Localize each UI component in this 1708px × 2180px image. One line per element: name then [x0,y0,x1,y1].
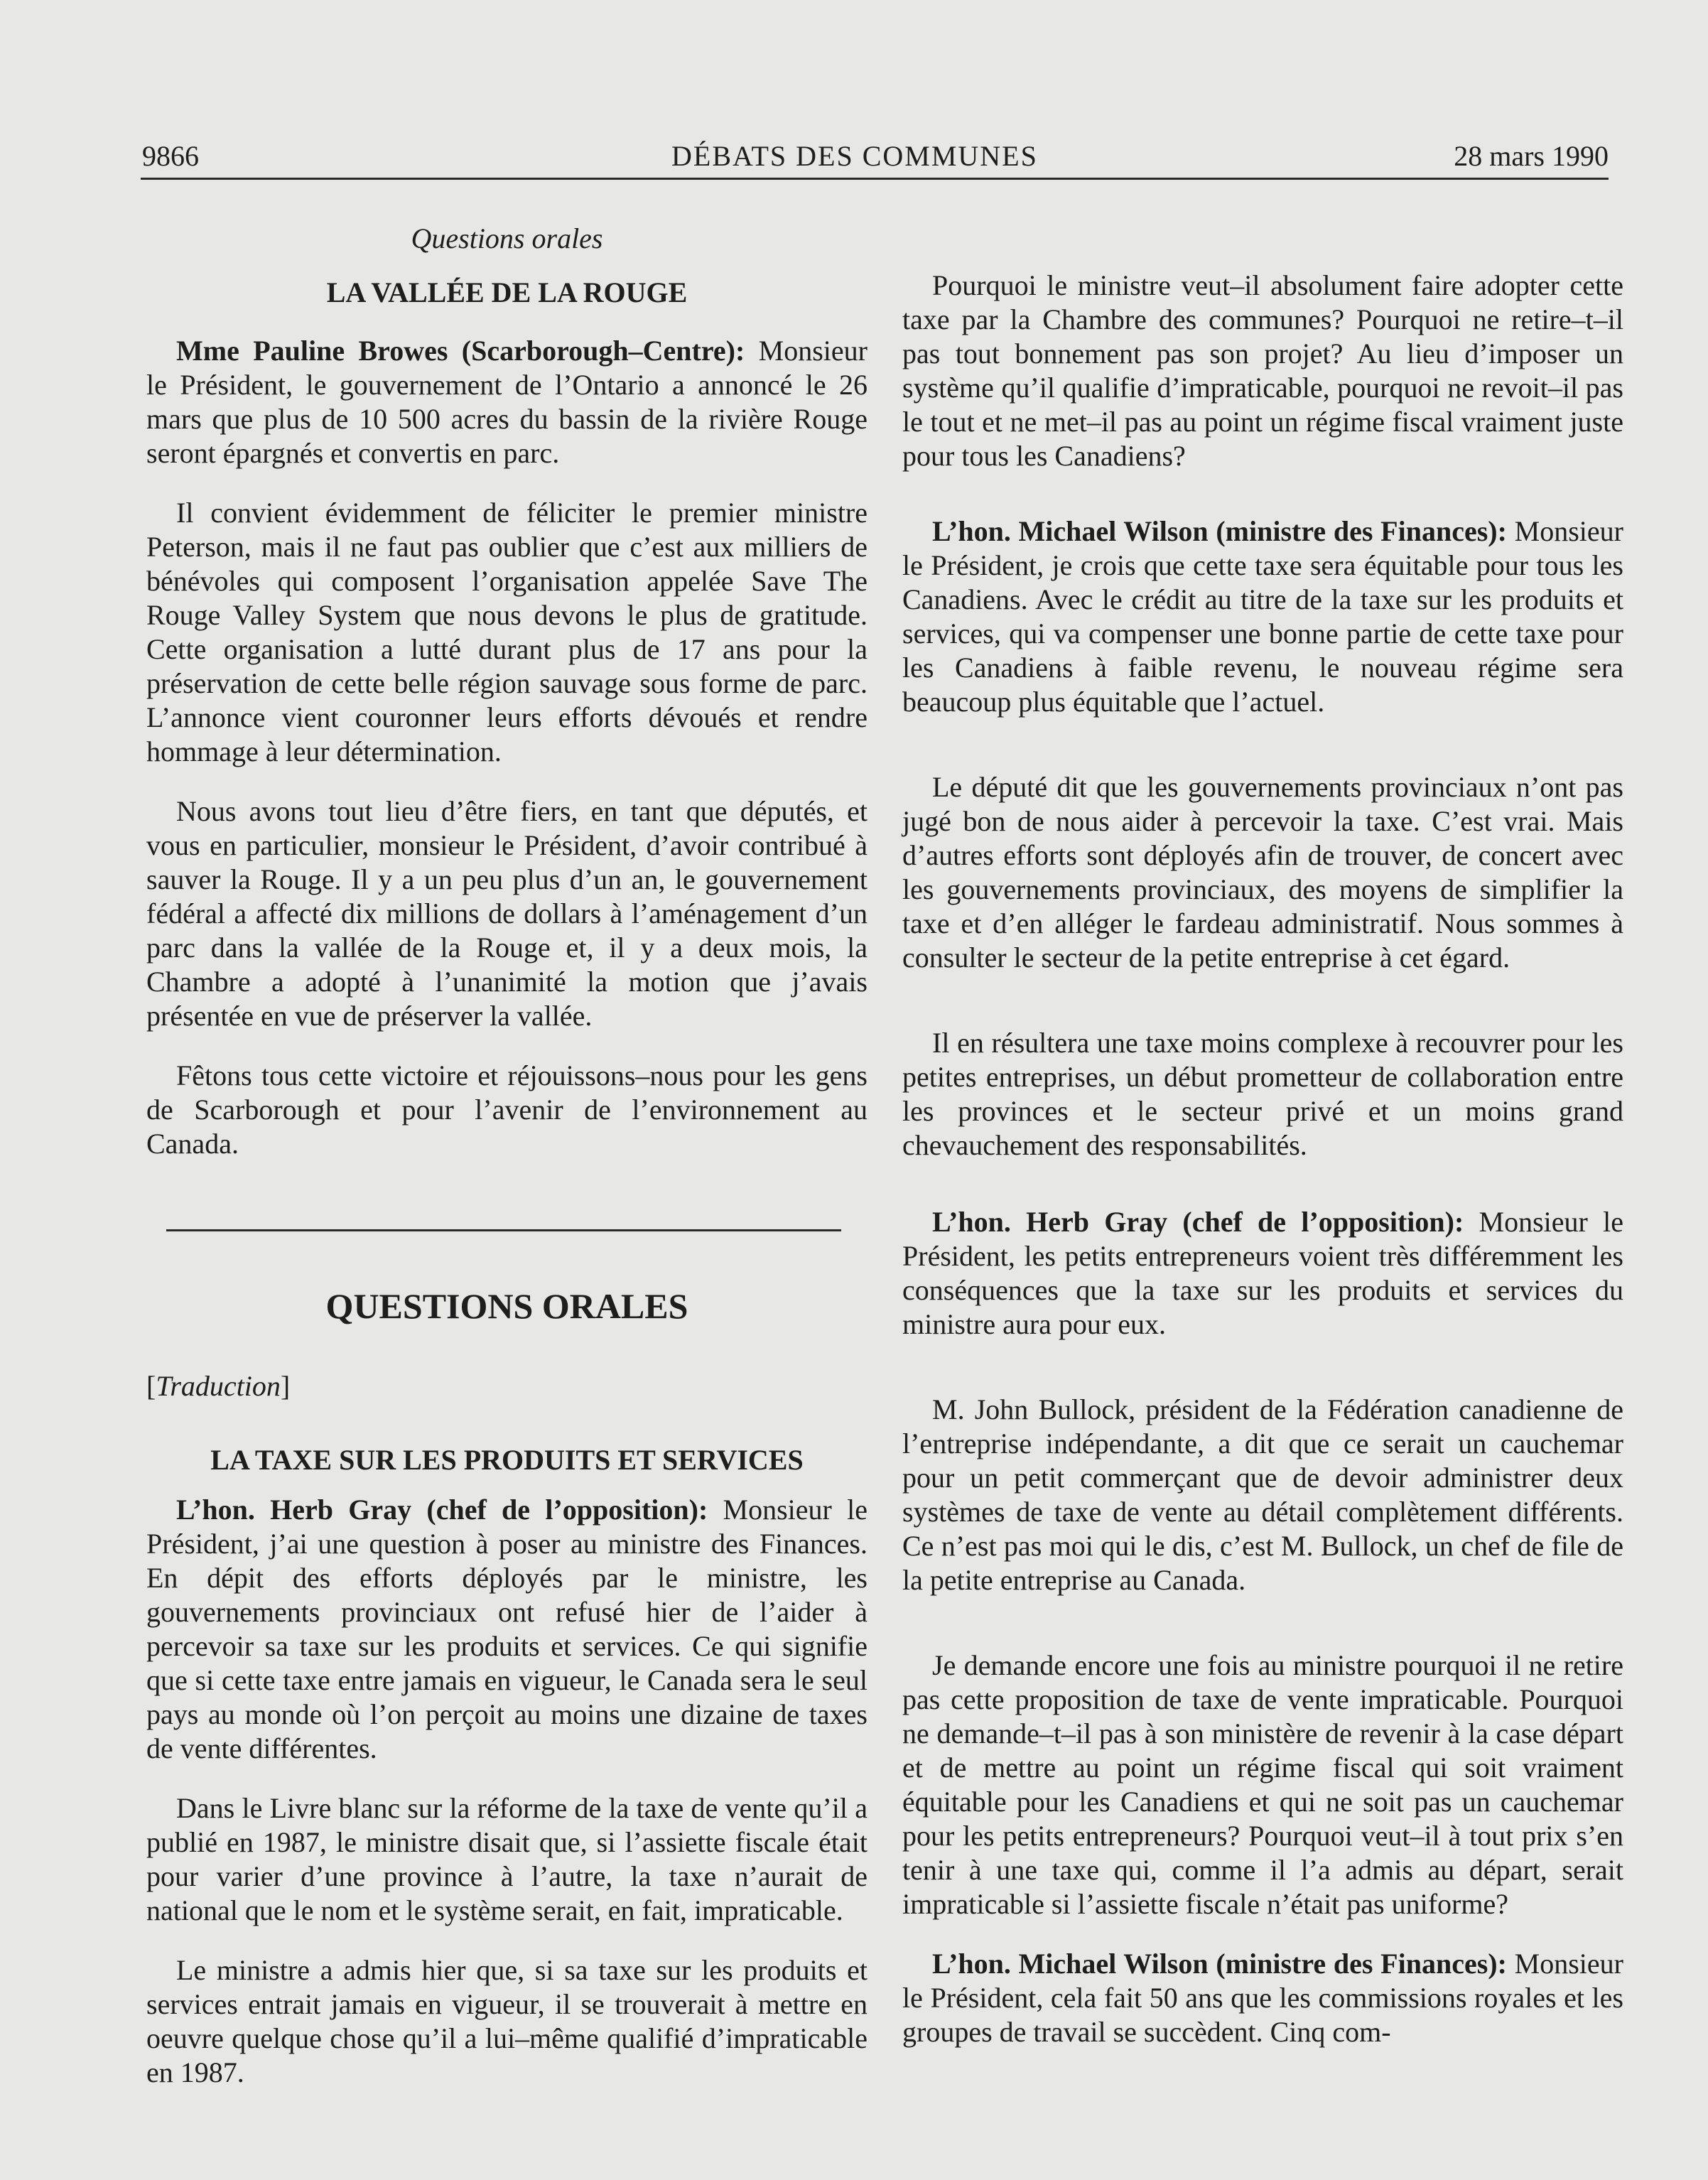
paragraph-text: Monsieur le Président, je crois que cette taxe sera équitable pour tous les Canadiens. Avec le crédit au titre de la taxe sur les produits et services, qui va compenser une bonne partie de cette taxe pour les Canadiens à faible revenu, le nouveau régime sera beaucoup plus équitable que l’actuel. [902,515,1623,718]
page-date: 28 mars 1990 [1454,140,1609,172]
paragraph: Le député dit que les gouvernements provinciaux n’ont pas jugé bon de nous aider à percevoir la taxe. C’est vrai. Mais d’autres efforts sont déployés afin de trouver, de concert avec les gouvernements provinciaux, des moyens de simplifier la taxe et d’en alléger le fardeau administratif. Nous sommes à consulter le secteur de la petite entreprise à cet égard. [902,771,1623,973]
paragraph: Le ministre a admis hier que, si sa taxe sur les produits et services entrait jamais en vigueur, il se trouverait à mettre en oeuvre quelque chose qu’il a lui–même qualifié d’impraticable en 1987. [146,1954,867,2088]
paragraph [902,1205,1623,1342]
paragraph [902,514,1623,719]
paragraph-text: Monsieur le Président, j’ai une question à poser au ministre des Finances. En dépit des efforts déployés par le ministre, les gouvernements provinciaux ont refusé hier de l’aider à percevoir sa taxe sur les produits et services. Ce qui signifie que si cette taxe entre jamais en vigueur, le Canada sera le seul pays au monde où l’on perçoit au moins une dizaine de taxes de vente différentes. [146,1494,868,1764]
heading-gst: LA TAXE SUR LES PRODUITS ET SERVICES [210,1444,804,1476]
paragraph: Je demande encore une fois au ministre pourquoi il ne retire pas cette proposition de taxe de vente impraticable. Pourquoi ne demande–t–il pas à son ministère de revenir à la case départ et de mettre au point un régime fiscal qui soit vraiment équitable pour les Canadiens et qui ne soit pas un cauchemar pour les petits entrepreneurs? Pourquoi veut–il à tout prix s’en tenir à une taxe qui, comme il l’a admis au départ, serait impraticable si l’assiette fiscale n’était pas uniforme? [902,1649,1623,1920]
paragraph [146,1493,867,1766]
heading-oral-questions: QUESTIONS ORALES [325,1286,688,1326]
speaker-name: L’hon. Herb Gray (chef de l’opposition): [932,1206,1464,1238]
left-column [146,222,867,2090]
paragraph: M. John Bullock, président de la Fédération canadienne de l’entreprise indépendante, a dit que ce serait un cauchemar pour un petit commerçant que de devoir administrer deux systèmes de taxe de vente au détail complètement différents. Ce n’est pas moi qui le dis, c’est M. Bullock, un chef de file de la petite entreprise au Canada. [902,1393,1623,1596]
paragraph-text: Monsieur le Président, les petits entrepreneurs voient très différemment les conséquences que la taxe sur les produits et services du ministre aura pour eux. [902,1206,1624,1340]
speaker-name: L’hon. Michael Wilson (ministre des Finances): [932,1948,1507,1980]
paragraph-text: Monsieur le Président, cela fait 50 ans que les commissions royales et les groupes de travail se succèdent. Cinq com- [902,1948,1623,2048]
paragraph: Fêtons tous cette victoire et réjouissons–nous pour les gens de Scarborough et pour l’avenir de l’environnement au Canada. [146,1059,867,1160]
paragraph: Dans le Livre blanc sur la réforme de la taxe de vente qu’il a publié en 1987, le ministre disait que, si l’assiette fiscale était pour varier d’une province à l’autre, la taxe n’aurait de national que le nom et le système serait, en fait, impraticable. [146,1792,867,1926]
paragraph: Il convient évidemment de féliciter le premier ministre Peterson, mais il ne faut pas oublier que c’est aux milliers de bénévoles qui composent l’organisation appelée Save The Rouge Valley System que nous devons le plus de gratitude. Cette organisation a lutté durant plus de 17 ans pour la préservation de cette belle région sauvage sous forme de parc. L’annonce vient couronner leurs efforts dévoués et rendre hommage à leur détermination. [146,497,867,767]
heading-rouge-valley: LA VALLÉE DE LA ROUGE [326,276,688,308]
page-number: 9866 [142,140,199,172]
speaker-name: L’hon. Herb Gray (chef de l’opposition): [176,1494,708,1526]
paragraph: Pourquoi le ministre veut–il absolument faire adopter cette taxe par la Chambre des communes? Pourquoi ne retire–t–il pas tout bonnement pas son projet? Au lieu d’imposer un système qu’il qualifie d’impraticable, pourquoi ne revoit–il pas le tout et ne met–il pas au point un régime fiscal vraiment juste pour tous les Canadiens? [902,269,1623,472]
bracket-close: ] [280,1370,291,1402]
translation-note [146,1369,867,1403]
paragraph: Nous avons tout lieu d’être fiers, en tant que députés, et vous en particulier, monsieur le Président, d’avoir contribué à sauver la Rouge. Il y a un peu plus d’un an, le gouvernement fédéral a affecté dix millions de dollars à l’aménagement d’un parc dans la vallée de la Rouge et, il y a deux mois, la Chambre a adopté à l’unanimité la motion que j’avais présentée en vue de préserver la vallée. [146,795,867,1032]
section-divider [166,1229,841,1231]
section-label: Questions orales [411,222,603,254]
paragraph: Il en résultera une taxe moins complexe à recouvrer pour les petites entreprises, un début prometteur de collaboration entre les provinces et le secteur privé et un moins grand chevauchement des responsabilités. [902,1027,1623,1161]
paragraph [902,1947,1623,2049]
paragraph-text: Monsieur le Président, le gouvernement de l’Ontario a annoncé le 26 mars que plus de 10 500 acres du bassin de la rivière Rouge seront épargnés et convertis en parc. [146,335,867,469]
speaker-name: L’hon. Michael Wilson (ministre des Finances): [932,515,1507,547]
header-rule [141,178,1609,180]
paragraph [146,334,867,470]
running-title: DÉBATS DES COMMUNES [671,140,1038,172]
speaker-name: Mme Pauline Browes (Scarborough–Centre): [176,335,745,367]
bracket-open: [ [146,1370,156,1402]
translation-label: Traduction [156,1370,281,1402]
right-column [902,269,1623,2049]
